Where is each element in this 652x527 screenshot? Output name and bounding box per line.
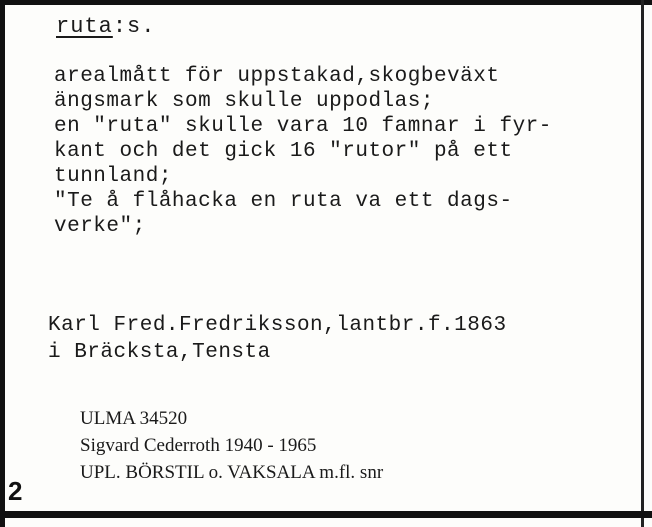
definition-line: arealmått för uppstakad,skogbeväxt bbox=[54, 65, 500, 88]
headword-suffix: :s. bbox=[112, 14, 156, 39]
card-edge-left bbox=[0, 0, 5, 527]
definition-line: ängsmark som skulle uppodlas; bbox=[54, 90, 434, 113]
card-edge-bottom bbox=[0, 511, 652, 518]
headword-term: ruta bbox=[56, 14, 113, 39]
archive-info bbox=[80, 405, 383, 486]
definition-line: verke"; bbox=[54, 215, 146, 238]
headword bbox=[56, 14, 155, 39]
informant-line: Karl Fred.Fredriksson,lantbr.f.1863 bbox=[48, 314, 507, 337]
region-line: UPL. BÖRSTIL o. VAKSALA m.fl. snr bbox=[80, 462, 384, 483]
informant-line: i Bräcksta,Tensta bbox=[48, 341, 271, 364]
archive-id: ULMA 34520 bbox=[80, 408, 188, 429]
card-edge-right bbox=[641, 0, 644, 527]
definition-line: en "ruta" skulle vara 10 famnar i fyr- bbox=[54, 115, 552, 138]
card-edge-top bbox=[0, 0, 652, 5]
informant-info bbox=[48, 312, 507, 366]
definition-text bbox=[54, 64, 552, 239]
definition-line: "Te å flåhacka en ruta va ett dags- bbox=[54, 190, 513, 213]
corner-mark: 2 bbox=[8, 476, 23, 506]
definition-line: tunnland; bbox=[54, 165, 172, 188]
collector-line: Sigvard Cederroth 1940 - 1965 bbox=[80, 435, 317, 456]
definition-line: kant och det gick 16 "rutor" på ett bbox=[54, 140, 513, 163]
